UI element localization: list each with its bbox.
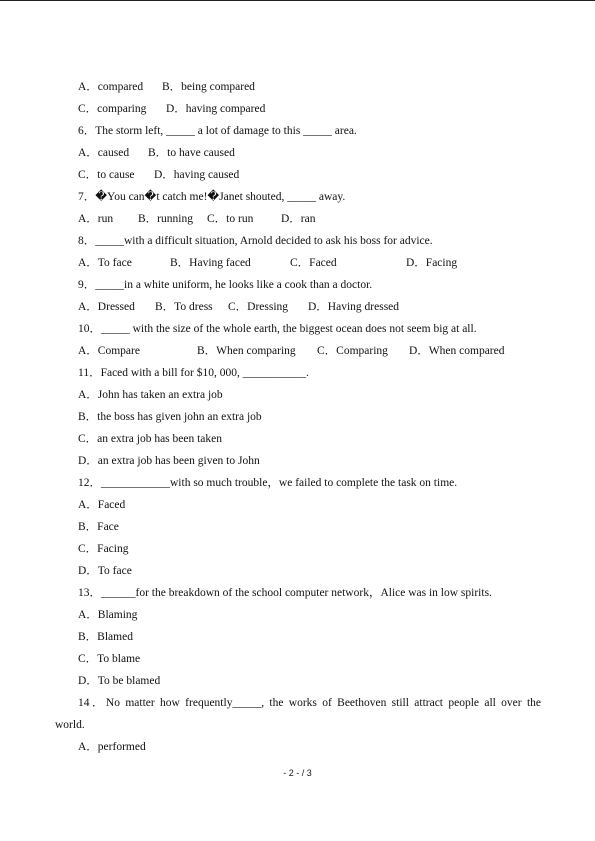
question-stem: 13．______for the breakdown of the school computer network，Alice was in low spirits. (78, 587, 492, 599)
answer-option: B．Face (78, 521, 119, 533)
answer-option: A．Blaming (78, 609, 138, 621)
answer-option: D．Having dressed (308, 301, 400, 313)
question-stem: 9．_____in a white uniform, he looks like a cook than a doctor. (78, 279, 373, 291)
answer-option: D．having compared (166, 103, 266, 115)
answer-option: D．an extra job has been given to John (78, 455, 260, 467)
question-stem: 14．No matter how frequently_____, the works of Beethoven still attract people all over the (78, 697, 541, 709)
answer-option: B．When comparing (197, 345, 296, 357)
answer-option: C．To blame (78, 653, 141, 665)
answer-option: B．being compared (162, 81, 255, 93)
answer-option: C．Facing (78, 543, 129, 555)
answer-option: C．Comparing (317, 345, 388, 357)
answer-option: A．compared (78, 81, 144, 93)
options-row (0, 76, 595, 98)
answer-option: C．comparing (78, 103, 147, 115)
question-stem: 7．�You can�t catch me!�Janet shouted, _____ away. (78, 191, 346, 203)
answer-option: B．to have caused (148, 147, 235, 159)
question-stem: 10．_____ with the size of the whole earth, the biggest ocean does not seem big at all. (78, 323, 477, 335)
question-stem: 11．Faced with a bill for $10, 000, ___________. (78, 367, 309, 379)
answer-option: D．having caused (154, 169, 240, 181)
answer-option: A．John has taken an extra job (78, 389, 223, 401)
options-row (0, 142, 595, 164)
answer-option: D．To be blamed (78, 675, 161, 687)
answer-option: D．ran (281, 213, 316, 225)
answer-option: D．When compared (409, 345, 505, 357)
answer-option: A．Dressed (78, 301, 135, 313)
options-row (0, 98, 595, 120)
answer-option: D．Facing (406, 257, 458, 269)
options-row (0, 296, 595, 318)
answer-option: A．caused (78, 147, 130, 159)
answer-option: D．To face (78, 565, 132, 577)
answer-option: A．Faced (78, 499, 126, 511)
answer-option: A．run (78, 213, 114, 225)
answer-option: C．to cause (78, 169, 135, 181)
answer-option: B．Having faced (170, 257, 251, 269)
page-number: - 2 - / 3 (283, 768, 312, 778)
answer-option: A．Compare (78, 345, 140, 357)
exam-content (0, 76, 595, 758)
answer-option: C．Dressing (228, 301, 289, 313)
answer-option: C．to run (207, 213, 254, 225)
question-stem: 6．The storm left, _____ a lot of damage to this _____ area. (78, 125, 357, 137)
options-row (0, 340, 595, 362)
options-row (0, 164, 595, 186)
answer-option: A．performed (78, 741, 146, 753)
question-stem: 8．_____with a difficult situation, Arnold decided to ask his boss for advice. (78, 235, 433, 247)
answer-option: B．Blamed (78, 631, 133, 643)
answer-option: C．Faced (290, 257, 337, 269)
options-row (0, 252, 595, 274)
top-border-line (0, 0, 595, 1)
answer-option: C．an extra job has been taken (78, 433, 223, 445)
question-stem: 12．____________with so much trouble，we failed to complete the task on time. (78, 477, 458, 489)
answer-option: B．the boss has given john an extra job (78, 411, 262, 423)
options-row (0, 208, 595, 230)
answer-option: B．To dress (155, 301, 213, 313)
answer-option: A．To face (78, 257, 132, 269)
question-continuation: world. (55, 719, 85, 731)
answer-option: B．running (138, 213, 193, 225)
